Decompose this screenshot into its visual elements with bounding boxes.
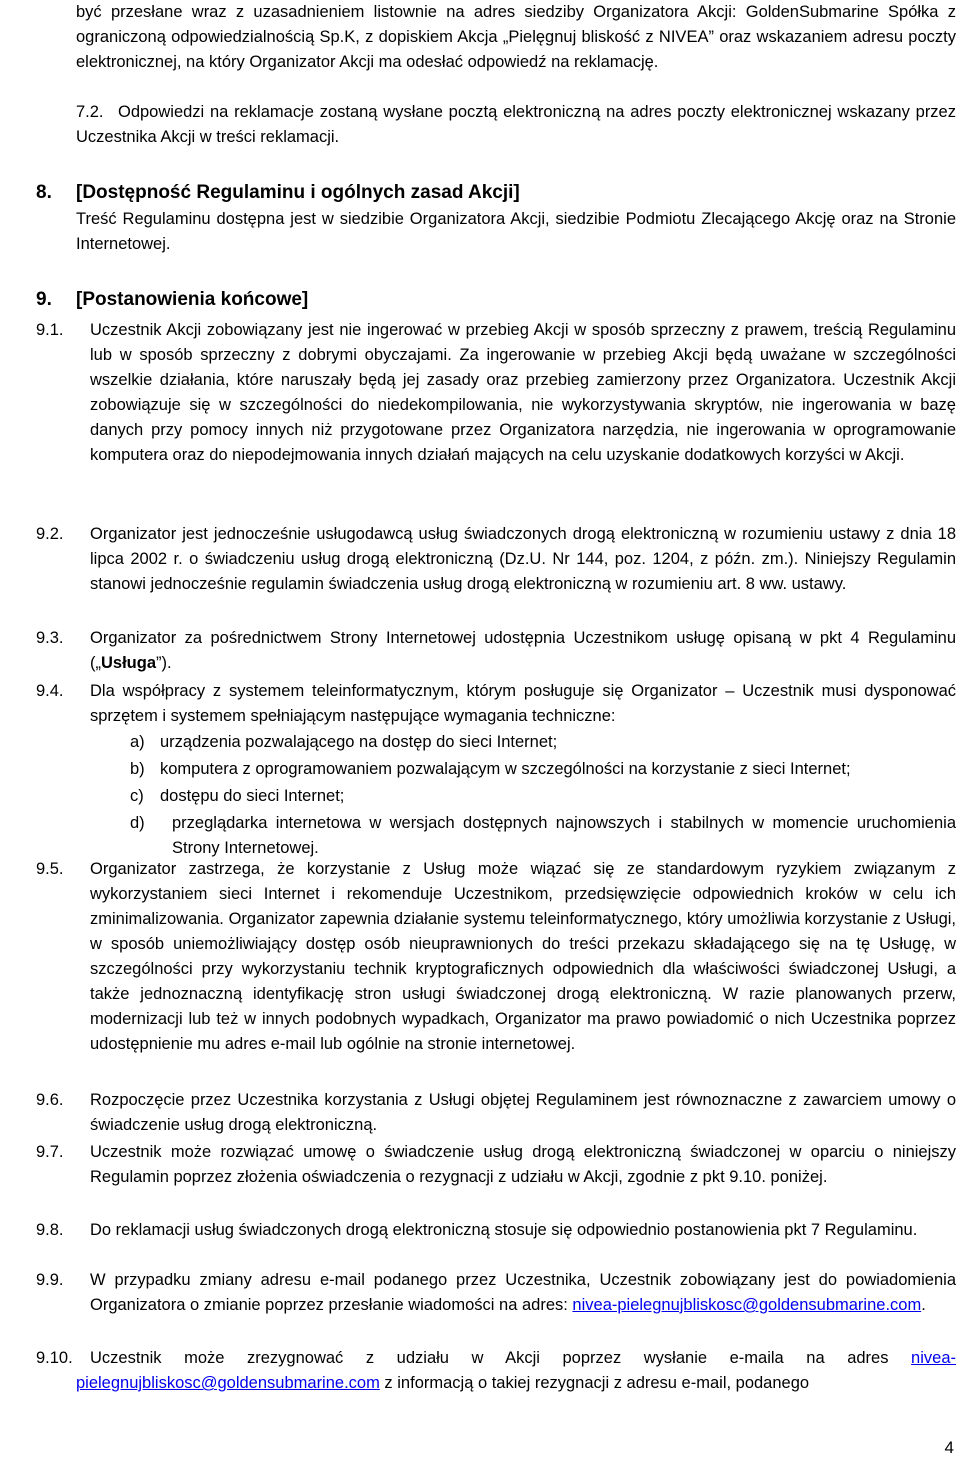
list-item [130,757,956,782]
paragraph-7-2 [76,100,956,150]
email-link[interactable]: nivea-pielegnujbliskosc@goldensubmarine.com [572,1296,922,1314]
list-item-text: dostępu do sieci Internet; [160,787,345,805]
list-marker: a) [130,733,145,751]
paragraph-7-1-continuation [76,0,956,75]
item-text: Dla współpracy z systemem teleinformatycznym, którym posługuje się Organizator – Uczestnik musi dysponować sprzętem i systemem spełniającym następujące wymagania techniczne: [90,682,956,725]
email-link[interactable]: nivea-pielegnujbliskosc@goldensubmarine.com [76,1349,956,1392]
item-number: 9.10. [36,1349,73,1367]
list-marker: d) [130,814,145,832]
list-marker: c) [130,787,144,805]
item-text: Rozpoczęcie przez Uczestnika korzystania z Usługi objętej Regulaminem jest równoznaczne z zawarciem umowy o świadczenie usług drogą elektroniczną. [90,1091,956,1134]
item-number: 9.1. [36,321,64,339]
item-text: Organizator jest jednocześnie usługodawcą usług świadczonych drogą elektroniczną w rozumieniu ustawy z dnia 18 lipca 2002 r. o świadczeniu usług drogą elektroniczną (Dz.U. Nr 144, poz. 1204, z późn. zm.). Niniejszy Regulamin stanowi jednocześnie regulamin świadczenia usług drogą elektroniczną w rozumieniu art. 8 ww. ustawy. [90,525,956,593]
item-9-8 [90,1218,956,1243]
item-9-6 [90,1088,956,1138]
list-item [130,784,956,809]
item-text: ”). [156,654,172,672]
item-text: Uczestnik może zrezygnować z udziału w Akcji poprzez wysłanie e-maila na adres [90,1349,912,1367]
item-number: 9.2. [36,525,64,543]
section-9-heading [36,287,308,313]
list-item-text: przeglądarka internetowa w wersjach dostępnych najnowszych i stabilnych w momencie uruchomienia Strony Internetowej. [172,814,956,857]
section-number: 8. [36,182,52,203]
item-number: 9.9. [36,1271,64,1289]
item-9-1 [90,318,956,468]
section-8-text [76,207,956,257]
item-9-5 [90,857,956,1057]
requirements-list [130,730,956,861]
item-text-bold: Usługa [101,654,157,672]
item-9-3 [90,626,956,676]
list-item [130,730,956,755]
item-number: 9.7. [36,1143,64,1161]
item-text: Do reklamacji usług świadczonych drogą elektroniczną stosuje się odpowiednio postanowienia pkt 7 Regulaminu. [90,1221,918,1239]
item-text: Organizator za pośrednictwem Strony Internetowej udostępnia Uczestnikom usługę opisaną w pkt 4 Regulaminu („ [90,629,956,672]
item-text: z informacją o takiej rezygnacji z adresu e-mail, podanego [379,1374,810,1392]
paragraph-text: Treść Regulaminu dostępna jest w siedzibie Organizatora Akcji, siedzibie Podmiotu Zlecającego Akcję oraz na Stronie Internetowej. [76,210,956,253]
item-number-7-2: 7.2. [76,103,104,121]
page-number: 4 [944,1438,954,1457]
item-text: Uczestnik Akcji zobowiązany jest nie ingerować w przebieg Akcji w sposób sprzeczny z prawem, treścią Regulaminu lub w sposób sprzeczny z dobrymi obyczajami. Za ingerowanie w przebieg Akcji będą uważane w szczególności wszelkie działania, które naruszały będą jej zasady oraz przebieg zamierzony przez Organizatora. Uczestnik Akcji zobowiązuje się w szczególności do niedekompilowania, nie wykorzystywania skryptów, nie ingerowania w bazę danych przy pomocy innych niż przygotowane przez Organizatora narzędzia, nie ingerowania w oprogramowanie komputera oraz do niepodejmowania innych działań mających na celu uzyskanie dodatkowych korzyści w Akcji. [90,321,956,464]
item-9-2 [90,522,956,597]
list-item-text: komputera z oprogramowaniem pozwalającym w szczególności na korzystanie z sieci Internet; [160,760,851,778]
item-number: 9.5. [36,860,64,878]
item-text: Organizator zastrzega, że korzystanie z Usług może wiązać się ze standardowym ryzykiem związanym z wykorzystaniem sieci Internet i rekomenduje Uczestnikom, przedsięwzięcie odpowiednich kroków w celu ich zminimalizowania. Organizator zapewnia działanie systemu teleinformatycznego, który umożliwia korzystanie z Usługi, w sposób uniemożliwiający dostęp osób nieuprawnionych do treści przekazu składającego się na tę Usługę, w szczególności przy wykorzystaniu technik kryptograficznych odpowiednich dla właściwości świadczonej Usługi, a także jednoznaczną identyfikację stron usługi świadczonej drogą elektroniczną. W razie planowanych przerw, modernizacji lub też w innych podobnych wypadkach, Organizator ma prawo powiadomić o nich Uczestnika poprzez udostępnienie mu adres e-mail lub ogólnie na stronie internetowej. [90,860,956,1053]
list-marker: b) [130,760,145,778]
item-text: Uczestnik może rozwiązać umowę o świadczenie usług drogą elektroniczną świadczonej w oparciu o niniejszy Regulamin poprzez złożenia oświadczenia o rezygnacji z udziału w Akcji, zgodnie z pkt 9.10. poniżej. [90,1143,956,1186]
section-number: 9. [36,289,52,310]
item-text: . [921,1296,926,1314]
item-number: 9.8. [36,1221,64,1239]
list-item [130,811,956,861]
paragraph-text: Odpowiedzi na reklamacje zostaną wysłane pocztą elektroniczną na adres poczty elektronicznej wskazany przez Uczestnika Akcji w treści reklamacji. [76,103,956,146]
paragraph-text: być przesłane wraz z uzasadnieniem listownie na adres siedziby Organizatora Akcji: GoldenSubmarine Spółka z ograniczoną odpowiedzialnością Sp.K, z dopiskiem Akcja „Pielęgnuj bliskość z NIVEA” oraz wskazaniem adresu poczty elektronicznej, na który Organizator Akcji ma odesłać odpowiedź na reklamację. [76,3,956,71]
item-number: 9.4. [36,682,64,700]
item-number: 9.3. [36,629,64,647]
item-text: W przypadku zmiany adresu e-mail podanego przez Uczestnika, Uczestnik zobowiązany jest do powiadomienia Organizatora o zmianie poprzez przesłanie wiadomości na adres: [90,1271,956,1314]
section-8-heading [36,180,520,206]
item-number: 9.6. [36,1091,64,1109]
section-title: [Postanowienia końcowe] [76,289,309,310]
item-9-9 [90,1268,956,1318]
item-9-4 [90,679,956,729]
list-item-text: urządzenia pozwalającego na dostęp do sieci Internet; [160,733,558,751]
item-9-7 [90,1140,956,1190]
item-9-10 [76,1346,956,1396]
section-title: [Dostępność Regulaminu i ogólnych zasad Akcji] [76,182,520,203]
